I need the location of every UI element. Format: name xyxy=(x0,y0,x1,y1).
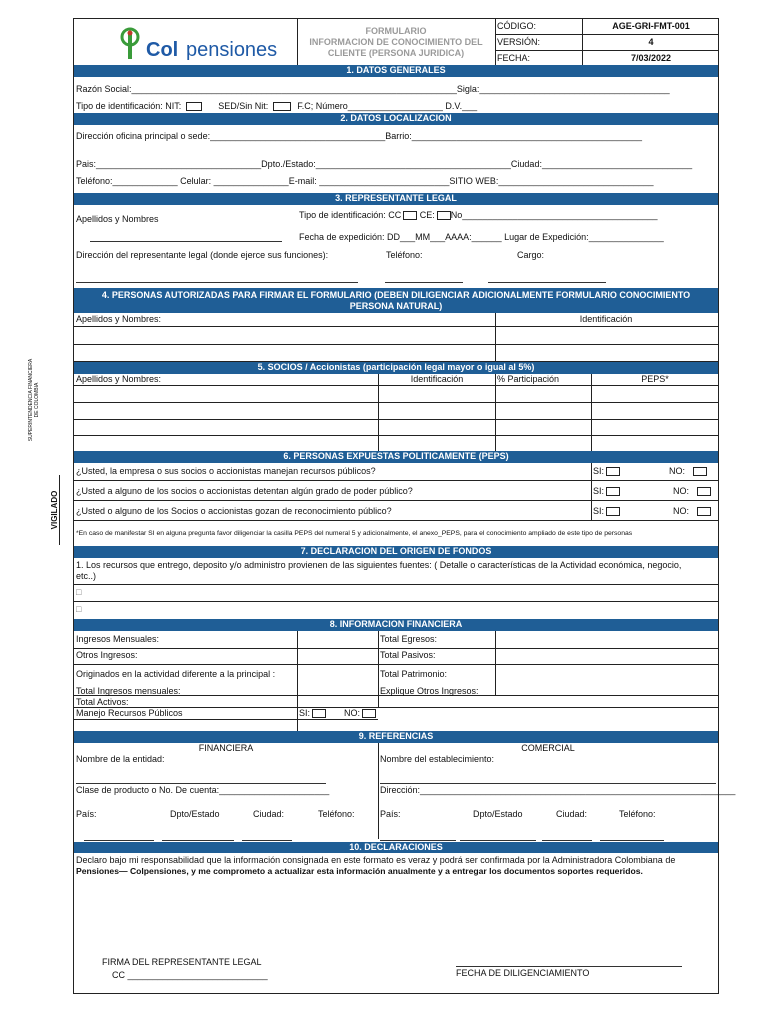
com-dpto-label: Dpto/Estado xyxy=(473,809,523,819)
sed-checkbox[interactable] xyxy=(273,102,291,111)
clase-producto-field[interactable]: Clase de producto o No. De cuenta:______________________ xyxy=(76,785,330,795)
codigo-value: AGE-GRI-FMT-001 xyxy=(612,21,690,31)
section-3-title: 3. REPRESENTANTE LEGAL xyxy=(74,193,718,205)
peps-q3-no-label: NO: xyxy=(673,506,690,516)
firma-label: FIRMA DEL REPRESENTANTE LEGAL xyxy=(102,957,262,967)
firma-cc-field[interactable]: CC ____________________________ xyxy=(112,970,268,980)
section-2-title: 2. DATOS LOCALIZACION xyxy=(74,113,718,125)
section-1-title: 1. DATOS GENERALES xyxy=(74,65,718,77)
s5-col-part: % Participación xyxy=(497,374,560,384)
total-ingresos-label: Total Ingresos mensuales: xyxy=(76,686,181,696)
origen-bullet-2[interactable]: □ xyxy=(76,604,82,614)
peps-q2-no-label: NO: xyxy=(673,486,690,496)
origen-fondos-text-1: 1. Los recursos que entrego, deposito y/o administro provienen de las siguientes fuentes: ( Detalle o características de la Actividad económica, negocio, xyxy=(76,560,682,570)
vigilado-stamp xyxy=(26,358,66,550)
vigilado-text: VIGILADO xyxy=(50,475,60,545)
manejo-no-label: NO: xyxy=(344,708,361,718)
pais-field[interactable]: Pais:_________________________________Dpto./Estado:_______________________________________Ciudad:______________________________ xyxy=(76,159,693,169)
fin-ciudad-label: Ciudad: xyxy=(253,809,285,819)
rep-telefono-label: Teléfono: xyxy=(386,250,423,260)
codigo-label: CÓDIGO: xyxy=(497,21,537,31)
logo-mark-icon xyxy=(118,27,148,61)
section-10-title: 10. DECLARACIONES xyxy=(74,842,718,853)
rep-fecha-expedicion[interactable]: Fecha de expedición: DD___MM___AAAA:______ Lugar de Expedición:_______________ xyxy=(299,232,664,242)
nombre-establecimiento-label: Nombre del establecimiento: xyxy=(380,754,495,764)
logo xyxy=(118,27,278,61)
otros-ingresos-label: Otros Ingresos: xyxy=(76,650,138,660)
peps-q3-si[interactable] xyxy=(593,506,620,517)
rep-cargo-label: Cargo: xyxy=(517,250,545,260)
manejo-no-checkbox[interactable] xyxy=(362,709,376,718)
s4-col-nombres: Apellidos y Nombres: xyxy=(76,314,162,324)
peps-q1-si-label: SI: xyxy=(593,466,605,476)
peps-q3-no[interactable] xyxy=(673,506,711,517)
s5-col-peps: PEPS* xyxy=(641,374,669,384)
direccion-field[interactable]: Dirección oficina principal o sede:___________________________________Barrio:______________________________________________ xyxy=(76,131,643,141)
peps-q3-si-label: SI: xyxy=(593,506,605,516)
peps-q1-si[interactable] xyxy=(593,466,620,477)
s5-col-id: Identificación xyxy=(410,374,464,384)
peps-question-1: ¿Usted, la empresa o sus socios o accionistas manejan recursos públicos? xyxy=(76,466,376,476)
sed-label: SED/Sin Nit: xyxy=(218,101,269,111)
fin-dpto-label: Dpto/Estado xyxy=(170,809,220,819)
s5-col-nombres: Apellidos y Nombres: xyxy=(76,374,162,384)
manejo-recursos-label: Manejo Recursos Públicos xyxy=(76,708,183,718)
form-page xyxy=(73,18,736,994)
rep-cc-label: Tipo de identificación: CC xyxy=(299,210,402,220)
section-6-title: 6. PERSONAS EXPUESTAS POLITICAMENTE (PEPS) xyxy=(74,451,718,463)
logo-text-pensiones: pensiones xyxy=(186,39,278,61)
declaracion-text-1: Declaro bajo mi responsabilidad que la información consignada en este formato es veraz y podrá ser confirmada por la Administradora Colombiana de xyxy=(76,855,676,865)
stamp-line1: SUPERINTENDENCIA FINANCIERA xyxy=(28,358,34,442)
logo-text-col: Col xyxy=(146,39,179,61)
rep-apellidos-label: Apellidos y Nombres xyxy=(76,214,159,224)
rep-tipo-id-row xyxy=(299,210,657,221)
direccion-comercial-field[interactable]: Dirección:_______________________________________________________________ xyxy=(380,785,736,795)
explique-otros-label: Explique Otros Ingresos: xyxy=(380,686,479,696)
peps-q1-no[interactable] xyxy=(669,466,707,477)
stamp-line2: DE COLOMBIA xyxy=(34,382,40,418)
ingresos-mensuales-label: Ingresos Mensuales: xyxy=(76,634,160,644)
total-patrimonio-label: Total Patrimonio: xyxy=(380,669,448,679)
fecha-value: 7/03/2022 xyxy=(630,53,672,63)
manejo-no[interactable] xyxy=(344,708,376,719)
peps-q3-si-checkbox[interactable] xyxy=(606,507,620,516)
peps-q1-no-checkbox[interactable] xyxy=(693,467,707,476)
section-8-title: 8. INFORMACION FINANCIERA xyxy=(74,619,718,631)
manejo-si-checkbox[interactable] xyxy=(312,709,326,718)
origen-bullet-1[interactable]: □ xyxy=(76,587,82,597)
financiera-heading: FINANCIERA xyxy=(198,743,254,753)
comercial-heading: COMERCIAL xyxy=(521,743,575,753)
rep-ce-label: CE: xyxy=(419,210,435,220)
tipo-identificacion-row xyxy=(76,101,477,112)
nit-checkbox[interactable] xyxy=(186,102,202,111)
nombre-entidad-label: Nombre de la entidad: xyxy=(76,754,165,764)
tipo-id-label: Tipo de identificación: NIT: xyxy=(76,101,182,111)
manejo-si-label: SI: xyxy=(299,708,311,718)
section-4-title-1: 4. PERSONAS AUTORIZADAS PARA FIRMAR EL FORMULARIO (DEBEN DILIGENCIAR ADICIONALMENTE FORMULARIO CONOCIMIENTO xyxy=(101,290,691,300)
section-7-title: 7. DECLARACION DEL ORIGEN DE FONDOS xyxy=(74,546,718,558)
peps-q2-si[interactable] xyxy=(593,486,620,497)
com-pais-label: País: xyxy=(380,809,401,819)
rep-direccion-label: Dirección del representante legal (donde ejerce sus funciones): xyxy=(76,250,329,260)
razon-social-field[interactable]: Razón Social:_________________________________________________________________Sigla:______________________________________ xyxy=(76,84,670,94)
section-5-title: 5. SOCIOS / Accionistas (participación legal mayor o igual al 5%) xyxy=(74,362,718,374)
numero-field[interactable]: F.C; Número___________________ D.V.___ xyxy=(297,101,478,111)
form-title-1: FORMULARIO xyxy=(365,26,427,36)
total-egresos-label: Total Egresos: xyxy=(380,634,438,644)
version-value: 4 xyxy=(648,37,654,47)
telefono-field[interactable]: Teléfono:_____________ Celular: _______________E-mail: __________________________SITIO WEB:_______________________________ xyxy=(76,176,654,186)
rep-cc-checkbox[interactable] xyxy=(403,211,417,220)
peps-question-3: ¿Usted o alguno de los Socios o accionistas gozan de reconocimiento público? xyxy=(76,506,392,516)
peps-q2-no[interactable] xyxy=(673,486,711,497)
peps-q1-si-checkbox[interactable] xyxy=(606,467,620,476)
com-ciudad-label: Ciudad: xyxy=(556,809,588,819)
peps-q2-si-checkbox[interactable] xyxy=(606,487,620,496)
fin-pais-label: País: xyxy=(76,809,97,819)
com-telefono-label: Teléfono: xyxy=(619,809,656,819)
origen-fondos-text-2: etc..) xyxy=(76,571,97,581)
section-4-title-2: PERSONA NATURAL) xyxy=(349,301,443,311)
form-title-2: INFORMACION DE CONOCIMIENTO DEL xyxy=(309,37,483,47)
total-pasivos-label: Total Pasivos: xyxy=(380,650,436,660)
peps-q2-si-label: SI: xyxy=(593,486,605,496)
total-activos-label: Total Activos: xyxy=(76,697,129,707)
section-9-title: 9. REFERENCIAS xyxy=(74,731,718,743)
rep-numero-field[interactable]: No_______________________________________ xyxy=(450,210,658,220)
peps-question-2: ¿Usted a alguno de los socios o accionistas detentan algún grado de poder público? xyxy=(76,486,413,496)
version-label: VERSIÓN: xyxy=(497,37,541,47)
fin-telefono-label: Teléfono: xyxy=(318,809,355,819)
peps-q3-no-checkbox[interactable] xyxy=(697,507,711,516)
peps-note: *En caso de manifestar SI en alguna pregunta favor diligenciar la casilla PEPS del numeral 5 y adicionalmente, el anexo_PEPS, para el conocimiento ampliado de este tipo de personas xyxy=(76,530,633,537)
fecha-diligenciamiento-label: FECHA DE DILIGENCIAMIENTO xyxy=(456,968,590,978)
peps-q2-no-checkbox[interactable] xyxy=(697,487,711,496)
declaracion-text-2: Pensiones— Colpensiones, y me comprometo a actualizar esta información anualmente y a entregar los documentos soportes requeridos. xyxy=(76,866,643,876)
manejo-si[interactable] xyxy=(299,708,326,719)
fecha-label: FECHA: xyxy=(497,53,531,63)
originados-label: Originados en la actividad diferente a la principal : xyxy=(76,669,276,679)
form-title-3: CLIENTE (PERSONA JURIDICA) xyxy=(327,48,465,58)
rep-ce-checkbox[interactable] xyxy=(437,211,451,220)
s4-col-id: Identificación xyxy=(579,314,633,324)
section-4-title xyxy=(74,288,718,313)
peps-q1-no-label: NO: xyxy=(669,466,686,476)
